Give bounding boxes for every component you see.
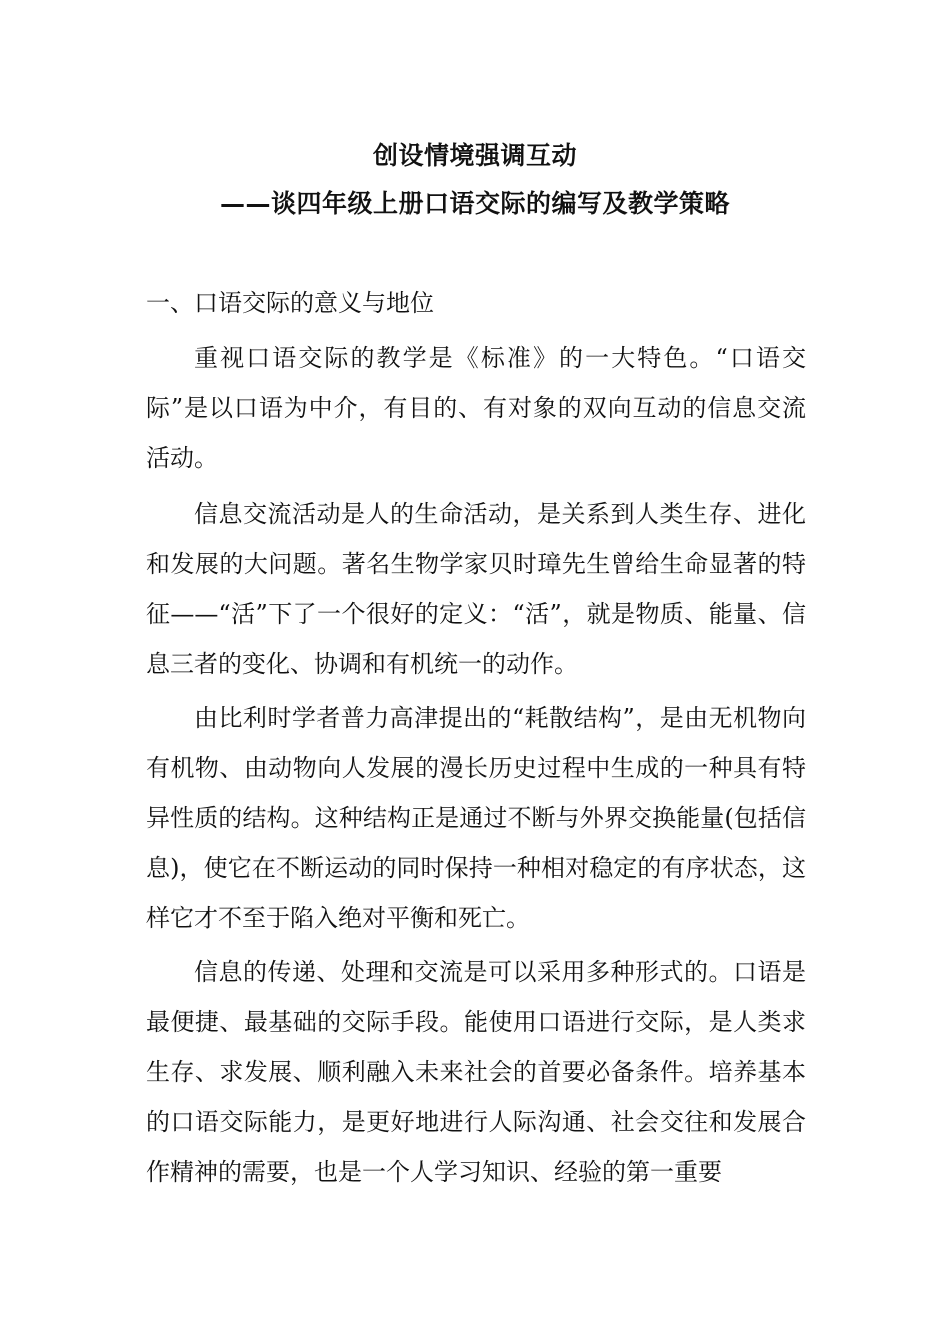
paragraph-text: 信息交流活动是人的生命活动，是关系到人类生存、进化和发展的大问题。著名生物学家贝时璋先生曾给生命显著的特征——“活”下了一个很好的定义：“活”，就是物质、能量、信息三者的变化、协调和有机统一的动作。 bbox=[146, 500, 806, 678]
section-heading: 一、口语交际的意义与地位 bbox=[146, 289, 434, 317]
paragraph-text: 由比利时学者普力高津提出的“耗散结构”，是由无机物向有机物、由动物向人发展的漫长历史过程中生成的一种具有特异性质的结构。这种结构正是通过不断与外界交换能量(包括信息)，使它在不断运动的同时保持一种相对稳定的有序状态，这样它才不至于陷入绝对平衡和死亡。 bbox=[146, 704, 806, 932]
paragraph-4 bbox=[146, 947, 806, 1197]
document-title: 创设情境强调互动 bbox=[372, 141, 577, 170]
paragraph-1 bbox=[146, 333, 806, 483]
paragraph-3 bbox=[146, 693, 806, 943]
paragraph-text: 重视口语交际的教学是《标准》的一大特色。“口语交际”是以口语为中介，有目的、有对象的双向互动的信息交流活动。 bbox=[146, 344, 806, 472]
paragraph-2 bbox=[146, 489, 806, 689]
document-subtitle: ——谈四年级上册口语交际的编写及教学策略 bbox=[219, 189, 730, 218]
paragraph-text: 信息的传递、处理和交流是可以采用多种形式的。口语是最便捷、最基础的交际手段。能使用口语进行交际，是人类求生存、求发展、顺利融入未来社会的首要必备条件。培养基本的口语交际能力，是更好地进行人际沟通、社会交往和发展合作精神的需要，也是一个人学习知识、经验的第一重要 bbox=[146, 958, 806, 1186]
